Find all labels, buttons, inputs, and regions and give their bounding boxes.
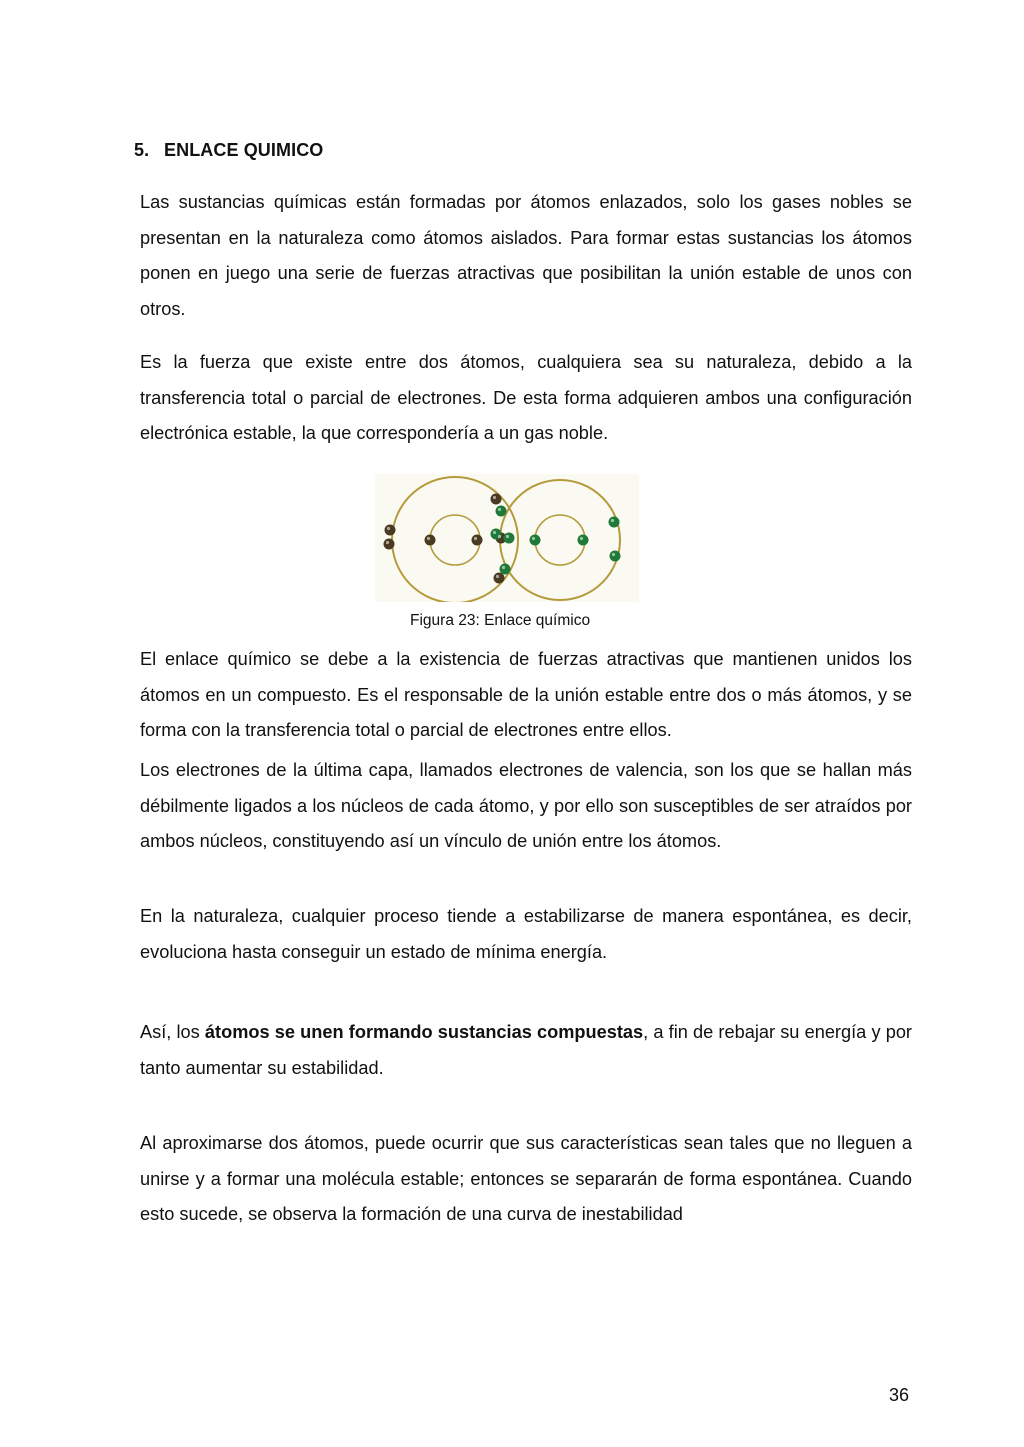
paragraph-naturaleza: En la naturaleza, cualquier proceso tiende a estabilizarse de manera espontánea, es decir, evoluciona hasta conseguir un estado de mínima energía. bbox=[140, 906, 912, 962]
section-heading bbox=[134, 140, 323, 161]
electron bbox=[500, 564, 511, 575]
section-title: ENLACE QUIMICO bbox=[164, 140, 324, 160]
bold-phrase: átomos se unen formando sustancias compuestas bbox=[204, 1022, 644, 1042]
paragraph-fuerza: Es la fuerza que existe entre dos átomos, cualquiera sea su naturaleza, debido a la transferencia total o parcial de electrones. De esta forma adquieren ambos una configuración electrónica estable, la que correspondería a un gas noble. bbox=[140, 352, 912, 443]
figure-caption: Figura 23: Enlace químico bbox=[410, 612, 591, 629]
electron bbox=[504, 533, 515, 544]
text-run: Así, los bbox=[140, 1022, 205, 1042]
electron bbox=[472, 535, 483, 546]
text-run: , a fin de rebajar su energía y por tanto aumentar su estabilidad. bbox=[140, 1022, 912, 1078]
chemical-bond-figure bbox=[375, 474, 639, 602]
paragraph-sustancias: Las sustancias químicas están formadas por átomos enlazados, solo los gases nobles se presentan en la naturaleza como átomos aislados. Para formar estas sustancias los átomos ponen en juego una serie de fuerzas atractivas que posibilitan la unión estable de unos con otros. bbox=[140, 192, 912, 319]
paragraph-aproximarse: Al aproximarse dos átomos, puede ocurrir que sus características sean tales que no lleguen a unirse y a formar una molécula estable; entonces se separarán de forma espontánea. Cuando esto sucede, se observa la formación de una curva de inestabilidad bbox=[140, 1133, 912, 1224]
paragraph-asi bbox=[140, 1015, 912, 1086]
electron bbox=[425, 535, 436, 546]
electron bbox=[496, 506, 507, 517]
paragraph-electrones: Los electrones de la última capa, llamados electrones de valencia, son los que se hallan más débilmente ligados a los núcleos de cada átomo, y por ello son susceptibles de ser atraídos por ambos núcleos, constituyendo así un vínculo de unión entre los átomos. bbox=[140, 760, 912, 851]
electron bbox=[578, 535, 589, 546]
electron bbox=[385, 525, 396, 536]
electron bbox=[609, 517, 620, 528]
electron bbox=[494, 573, 505, 584]
electron bbox=[610, 551, 621, 562]
page-number: 36 bbox=[889, 1385, 910, 1405]
electron bbox=[530, 535, 541, 546]
electron bbox=[491, 494, 502, 505]
paragraph-enlace: El enlace químico se debe a la existencia de fuerzas atractivas que mantienen unidos los átomos en un compuesto. Es el responsable de la unión estable entre dos o más átomos, y se forma con la transferencia total o parcial de electrones entre ellos. bbox=[140, 649, 912, 740]
section-number: 5. bbox=[134, 140, 150, 160]
atom-orbits-illustration bbox=[375, 474, 639, 602]
electron bbox=[384, 539, 395, 550]
